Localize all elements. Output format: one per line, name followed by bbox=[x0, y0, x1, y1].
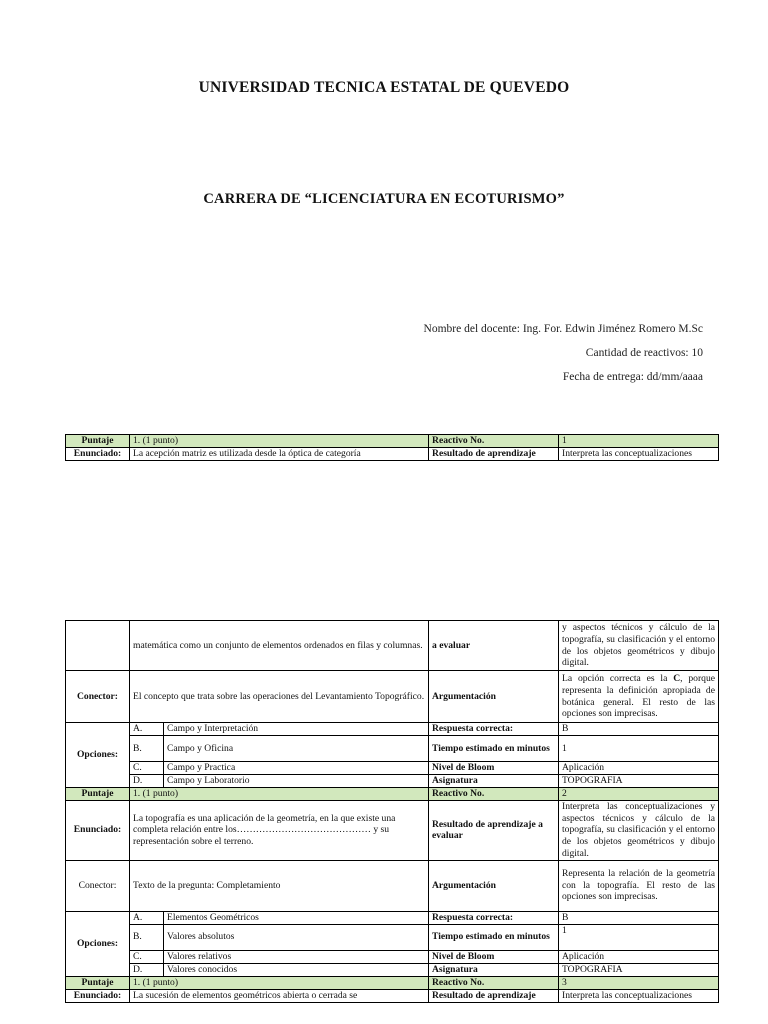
enunciado-label: Enunciado: bbox=[66, 801, 130, 861]
puntaje-label: Puntaje bbox=[66, 788, 130, 801]
conector-label: Conector: bbox=[66, 860, 130, 911]
option-letter: A. bbox=[130, 723, 164, 736]
reactivo-label: Reactivo No. bbox=[429, 976, 559, 989]
delivery-date: Fecha de entrega: dd/mm/aaaa bbox=[562, 371, 703, 383]
argumentacion-label: Argumentación bbox=[429, 860, 559, 911]
resultado-text: Interpreta las conceptualizaciones bbox=[559, 989, 719, 1002]
enunciado-text: La acepción matriz es utilizada desde la óptica de categoría bbox=[130, 448, 429, 461]
puntaje-label: Puntaje bbox=[66, 976, 130, 989]
resultado-label: Resultado de aprendizaje bbox=[429, 989, 559, 1002]
enunciado-label: Enunciado: bbox=[66, 989, 130, 1002]
reactivo-value: 2 bbox=[559, 788, 719, 801]
career-title: CARRERA DE “LICENCIATURA EN ECOTURISMO” bbox=[203, 191, 565, 207]
option-text: Campo y Laboratorio bbox=[164, 775, 429, 788]
option-text: Campo y Practica bbox=[164, 762, 429, 775]
bloom-label: Nivel de Bloom bbox=[429, 762, 559, 775]
a-evaluar-label: a evaluar bbox=[429, 621, 559, 671]
puntaje-value: 1. (1 punto) bbox=[130, 435, 429, 448]
puntaje-label: Puntaje bbox=[66, 435, 130, 448]
puntaje-value: 1. (1 punto) bbox=[130, 788, 429, 801]
respuesta-value: B bbox=[559, 911, 719, 924]
opciones-label: Opciones: bbox=[66, 911, 130, 976]
tiempo-label: Tiempo estimado en minutos bbox=[429, 736, 559, 762]
resultado-continuation: y aspectos técnicos y cálculo de la topografía, su clasificación y el entorno de los objetos geométricos y dibujo digital. bbox=[559, 621, 719, 671]
asignatura-value: TOPOGRAFIA bbox=[559, 963, 719, 976]
option-letter: A. bbox=[130, 911, 164, 924]
option-letter: C. bbox=[130, 950, 164, 963]
option-letter: C. bbox=[130, 762, 164, 775]
resultado-text: Interpreta las conceptualizaciones y aspectos técnicos y cálculo de la topografía, su clasificación y el entorno de los objetos geométricos y dibujo digital. bbox=[559, 801, 719, 861]
enunciado-text: La topografía es una aplicación de la geometría, en la que existe una completa relación entre los…………………………………… y su representación sobre el terreno. bbox=[130, 801, 429, 861]
argumentacion-text: Representa la relación de la geometría con la topografía. El resto de las opciones son imprecisas. bbox=[559, 860, 719, 911]
option-text: Campo y Interpretación bbox=[164, 723, 429, 736]
reactivo-label: Reactivo No. bbox=[429, 788, 559, 801]
argumentacion-pre: La opción correcta es la bbox=[562, 673, 674, 685]
enunciado-text: La sucesión de elementos geométricos abierta o cerrada se bbox=[130, 989, 429, 1002]
conector-label: Conector: bbox=[66, 671, 130, 723]
items-table bbox=[65, 620, 719, 1003]
option-letter: B. bbox=[130, 736, 164, 762]
asignatura-label: Asignatura bbox=[429, 775, 559, 788]
option-letter: D. bbox=[130, 963, 164, 976]
tiempo-value: 1 bbox=[559, 924, 719, 950]
empty-label-cell bbox=[66, 621, 130, 671]
argumentacion-label: Argumentación bbox=[429, 671, 559, 723]
bloom-value: Aplicación bbox=[559, 762, 719, 775]
opciones-label: Opciones: bbox=[66, 723, 130, 788]
bloom-value: Aplicación bbox=[559, 950, 719, 963]
respuesta-value: B bbox=[559, 723, 719, 736]
option-text: Campo y Oficina bbox=[164, 736, 429, 762]
resultado-text: Interpreta las conceptualizaciones bbox=[559, 448, 719, 461]
reactivo-value: 3 bbox=[559, 976, 719, 989]
item-1-header-table bbox=[65, 434, 719, 461]
argumentacion-text bbox=[559, 671, 719, 723]
puntaje-value: 1. (1 punto) bbox=[130, 976, 429, 989]
conector-text: El concepto que trata sobre las operaciones del Levantamiento Topográfico. bbox=[130, 671, 429, 723]
university-title: UNIVERSIDAD TECNICA ESTATAL DE QUEVEDO bbox=[198, 79, 570, 96]
tiempo-value: 1 bbox=[559, 736, 719, 762]
item-count: Cantidad de reactivos: 10 bbox=[585, 347, 703, 359]
asignatura-value: TOPOGRAFIA bbox=[559, 775, 719, 788]
option-letter: D. bbox=[130, 775, 164, 788]
option-letter: B. bbox=[130, 924, 164, 950]
reactivo-label: Reactivo No. bbox=[429, 435, 559, 448]
option-text: Valores absolutos bbox=[164, 924, 429, 950]
resultado-label: Resultado de aprendizaje bbox=[429, 448, 559, 461]
option-text: Valores relativos bbox=[164, 950, 429, 963]
enunciado-continuation: matemática como un conjunto de elementos ordenados en filas y columnas. bbox=[130, 621, 429, 671]
argumentacion-post: , porque representa la definición apropiada de botánica general. El resto de las opciones son imprecisas. bbox=[562, 673, 715, 720]
argumentacion-letter: C bbox=[673, 673, 681, 685]
option-text: Valores conocidos bbox=[164, 963, 429, 976]
teacher-name: Nombre del docente: Ing. For. Edwin Jiménez Romero M.Sc bbox=[423, 323, 703, 335]
bloom-label: Nivel de Bloom bbox=[429, 950, 559, 963]
reactivo-value: 1 bbox=[559, 435, 719, 448]
asignatura-label: Asignatura bbox=[429, 963, 559, 976]
conector-text: Texto de la pregunta: Completamiento bbox=[130, 860, 429, 911]
respuesta-label: Respuesta correcta: bbox=[429, 911, 559, 924]
respuesta-label: Respuesta correcta: bbox=[429, 723, 559, 736]
resultado-label: Resultado de aprendizaje a evaluar bbox=[429, 801, 559, 861]
tiempo-label: Tiempo estimado en minutos bbox=[429, 924, 559, 950]
enunciado-label: Enunciado: bbox=[66, 448, 130, 461]
option-text: Elementos Geométricos bbox=[164, 911, 429, 924]
